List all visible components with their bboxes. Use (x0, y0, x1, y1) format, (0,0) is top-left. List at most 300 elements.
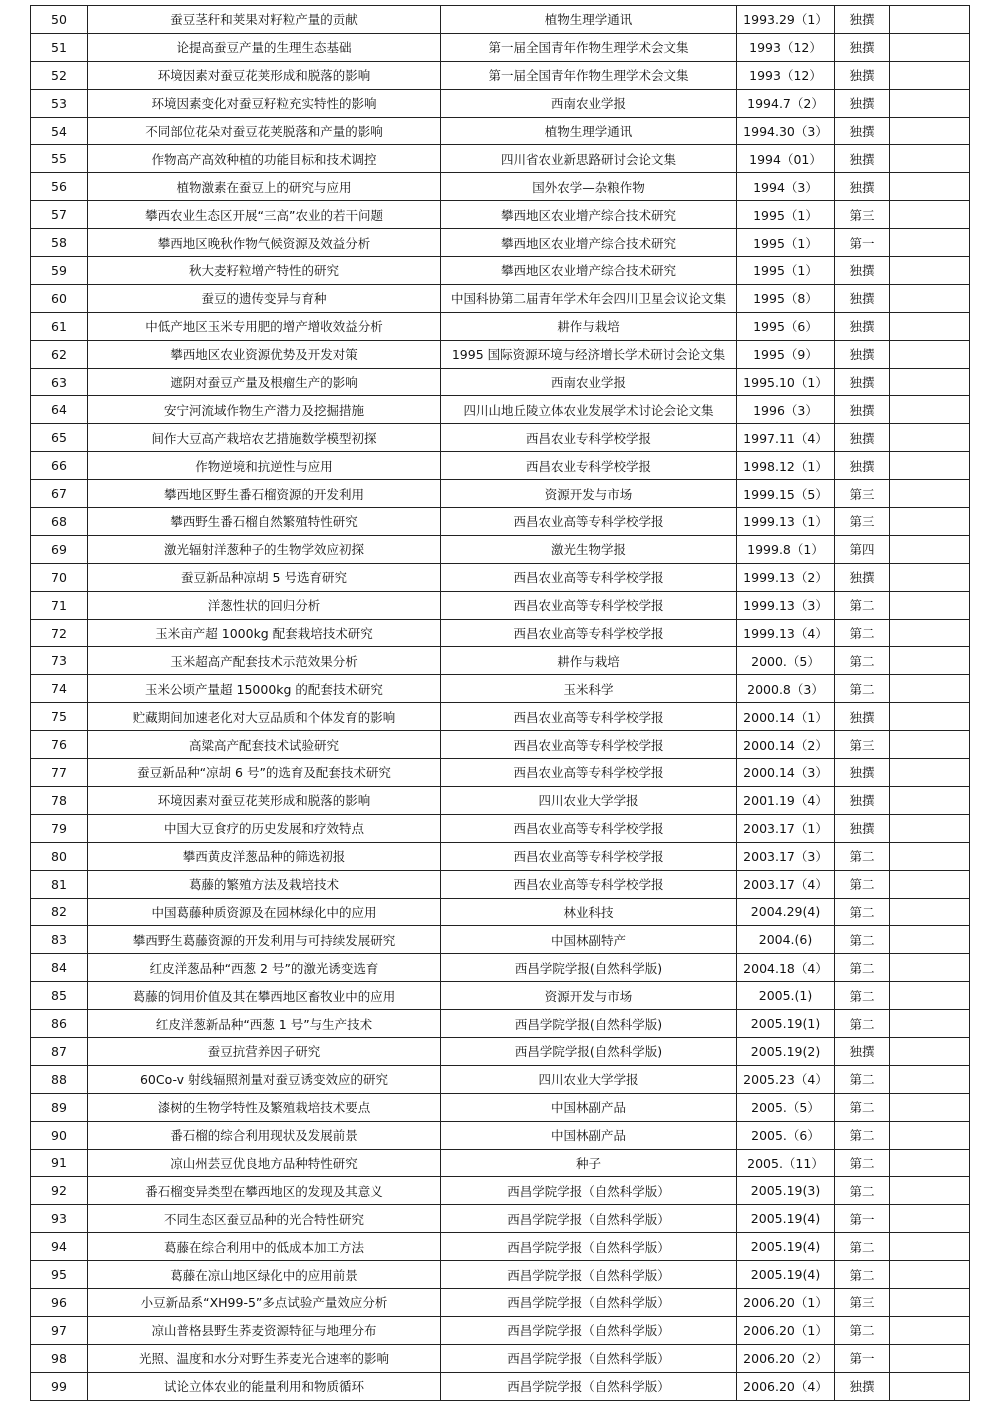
journal-name: 第一届全国青年作物生理学术会文集 (441, 33, 737, 61)
row-number: 70 (31, 563, 88, 591)
remarks-cell (890, 229, 970, 257)
remarks-cell (890, 1233, 970, 1261)
paper-title: 蚕豆新品种“凉胡 6 号”的选育及配套技术研究 (88, 759, 441, 787)
table-row (31, 1149, 970, 1177)
table-row (31, 201, 970, 229)
row-number: 93 (31, 1205, 88, 1233)
paper-title: 洋葱性状的回归分析 (88, 591, 441, 619)
remarks-cell (890, 61, 970, 89)
remarks-cell (890, 340, 970, 368)
remarks-cell (890, 1288, 970, 1316)
table-row (31, 117, 970, 145)
remarks-cell (890, 1344, 970, 1372)
row-number: 94 (31, 1233, 88, 1261)
table-row (31, 312, 970, 340)
journal-name: 国外农学—杂粮作物 (441, 173, 737, 201)
volume-issue: 1995.10（1） (737, 368, 835, 396)
journal-name: 激光生物学报 (441, 535, 737, 563)
remarks-cell (890, 1121, 970, 1149)
row-number: 87 (31, 1037, 88, 1065)
paper-title: 凉山州芸豆优良地方品种特性研究 (88, 1149, 441, 1177)
row-number: 68 (31, 508, 88, 536)
table-row (31, 1233, 970, 1261)
paper-title: 中国大豆食疗的历史发展和疗效特点 (88, 814, 441, 842)
remarks-cell (890, 6, 970, 34)
author-role: 第二 (835, 1233, 890, 1261)
table-row (31, 396, 970, 424)
row-number: 97 (31, 1316, 88, 1344)
row-number: 51 (31, 33, 88, 61)
journal-name: 西昌农业高等专科学校学报 (441, 842, 737, 870)
row-number: 99 (31, 1372, 88, 1400)
journal-name: 玉米科学 (441, 675, 737, 703)
volume-issue: 2005.19(3) (737, 1177, 835, 1205)
paper-title: 攀西黄皮洋葱品种的筛选初报 (88, 842, 441, 870)
table-row (31, 1037, 970, 1065)
table-row (31, 6, 970, 34)
paper-title: 安宁河流域作物生产潜力及挖掘措施 (88, 396, 441, 424)
author-role: 独撰 (835, 312, 890, 340)
table-row (31, 1288, 970, 1316)
author-role: 独撰 (835, 759, 890, 787)
row-number: 65 (31, 424, 88, 452)
paper-title: 红皮洋葱品种“西葱 2 号”的激光诱变选育 (88, 954, 441, 982)
paper-title: 环境因素对蚕豆花荚形成和脱落的影响 (88, 61, 441, 89)
journal-name: 四川农业大学学报 (441, 786, 737, 814)
volume-issue: 1995（1） (737, 229, 835, 257)
author-role: 第二 (835, 1121, 890, 1149)
volume-issue: 1993.29（1） (737, 6, 835, 34)
volume-issue: 1994.30（3） (737, 117, 835, 145)
paper-title: 试论立体农业的能量利用和物质循环 (88, 1372, 441, 1400)
row-number: 82 (31, 898, 88, 926)
paper-title: 番石榴变异类型在攀西地区的发现及其意义 (88, 1177, 441, 1205)
volume-issue: 2003.17（4） (737, 870, 835, 898)
paper-title: 攀西农业生态区开展“三高”农业的若干问题 (88, 201, 441, 229)
author-role: 独撰 (835, 563, 890, 591)
paper-title: 攀西地区农业资源优势及开发对策 (88, 340, 441, 368)
remarks-cell (890, 452, 970, 480)
journal-name: 西南农业学报 (441, 368, 737, 396)
author-role: 第二 (835, 1316, 890, 1344)
row-number: 72 (31, 619, 88, 647)
volume-issue: 1995（9） (737, 340, 835, 368)
row-number: 81 (31, 870, 88, 898)
author-role: 独撰 (835, 257, 890, 285)
paper-title: 贮藏期间加速老化对大豆品质和个体发育的影响 (88, 703, 441, 731)
journal-name: 西昌农业高等专科学校学报 (441, 814, 737, 842)
journal-name: 西昌学院学报（自然科学版） (441, 1372, 737, 1400)
row-number: 61 (31, 312, 88, 340)
remarks-cell (890, 1093, 970, 1121)
journal-name: 西昌学院学报（自然科学版） (441, 1205, 737, 1233)
row-number: 88 (31, 1065, 88, 1093)
row-number: 75 (31, 703, 88, 731)
author-role: 第三 (835, 480, 890, 508)
remarks-cell (890, 396, 970, 424)
paper-title: 植物激素在蚕豆上的研究与应用 (88, 173, 441, 201)
table-row (31, 1261, 970, 1289)
row-number: 57 (31, 201, 88, 229)
paper-title: 漆树的生物学特性及繁殖栽培技术要点 (88, 1093, 441, 1121)
journal-name: 四川山地丘陵立体农业发展学术讨论会论文集 (441, 396, 737, 424)
remarks-cell (890, 675, 970, 703)
table-row (31, 61, 970, 89)
paper-title: 中国葛藤种质资源及在园林绿化中的应用 (88, 898, 441, 926)
author-role: 第二 (835, 1261, 890, 1289)
publication-table (30, 5, 970, 1401)
paper-title: 攀西地区野生番石榴资源的开发利用 (88, 480, 441, 508)
journal-name: 西昌学院学报（自然科学版） (441, 1233, 737, 1261)
volume-issue: 2005.19(2) (737, 1037, 835, 1065)
paper-title: 60Co-v 射线辐照剂量对蚕豆诱变效应的研究 (88, 1065, 441, 1093)
volume-issue: 1995（1） (737, 257, 835, 285)
paper-title: 不同生态区蚕豆品种的光合特性研究 (88, 1205, 441, 1233)
table-row (31, 759, 970, 787)
author-role: 第二 (835, 1010, 890, 1038)
table-row (31, 1344, 970, 1372)
journal-name: 西昌农业高等专科学校学报 (441, 870, 737, 898)
paper-title: 葛藤的饲用价值及其在攀西地区畜牧业中的应用 (88, 982, 441, 1010)
journal-name: 耕作与栽培 (441, 647, 737, 675)
volume-issue: 1997.11（4） (737, 424, 835, 452)
volume-issue: 2000.14（1） (737, 703, 835, 731)
paper-title: 攀西野生葛藤资源的开发利用与可持续发展研究 (88, 926, 441, 954)
author-role: 独撰 (835, 284, 890, 312)
paper-title: 红皮洋葱新品种“西葱 1 号”与生产技术 (88, 1010, 441, 1038)
row-number: 71 (31, 591, 88, 619)
table-row (31, 675, 970, 703)
volume-issue: 2006.20（2） (737, 1344, 835, 1372)
journal-name: 第一届全国青年作物生理学术会文集 (441, 61, 737, 89)
journal-name: 西昌学院学报（自然科学版） (441, 1261, 737, 1289)
paper-title: 论提高蚕豆产量的生理生态基础 (88, 33, 441, 61)
author-role: 第二 (835, 647, 890, 675)
row-number: 80 (31, 842, 88, 870)
row-number: 79 (31, 814, 88, 842)
remarks-cell (890, 1372, 970, 1400)
paper-title: 秋大麦籽粒增产特性的研究 (88, 257, 441, 285)
table-row (31, 1010, 970, 1038)
volume-issue: 1994（3） (737, 173, 835, 201)
paper-title: 葛藤的繁殖方法及栽培技术 (88, 870, 441, 898)
table-row (31, 954, 970, 982)
journal-name: 西昌农业专科学校学报 (441, 452, 737, 480)
paper-title: 间作大豆高产栽培农艺措施数学模型初探 (88, 424, 441, 452)
author-role: 独撰 (835, 89, 890, 117)
paper-title: 葛藤在综合利用中的低成本加工方法 (88, 1233, 441, 1261)
volume-issue: 1999.13（3） (737, 591, 835, 619)
row-number: 98 (31, 1344, 88, 1372)
volume-issue: 2005.（6） (737, 1121, 835, 1149)
paper-title: 作物高产高效种植的功能目标和技术调控 (88, 145, 441, 173)
row-number: 58 (31, 229, 88, 257)
journal-name: 中国林副特产 (441, 926, 737, 954)
table-row (31, 647, 970, 675)
volume-issue: 1994（01） (737, 145, 835, 173)
author-role: 第一 (835, 1344, 890, 1372)
volume-issue: 2006.20（4） (737, 1372, 835, 1400)
row-number: 55 (31, 145, 88, 173)
remarks-cell (890, 870, 970, 898)
paper-title: 环境因素变化对蚕豆籽粒充实特性的影响 (88, 89, 441, 117)
journal-name: 植物生理学通讯 (441, 117, 737, 145)
row-number: 56 (31, 173, 88, 201)
row-number: 74 (31, 675, 88, 703)
author-role: 独撰 (835, 145, 890, 173)
author-role: 第二 (835, 954, 890, 982)
remarks-cell (890, 703, 970, 731)
row-number: 86 (31, 1010, 88, 1038)
journal-name: 攀西地区农业增产综合技术研究 (441, 257, 737, 285)
author-role: 第三 (835, 1288, 890, 1316)
remarks-cell (890, 563, 970, 591)
journal-name: 西昌学院学报（自然科学版） (441, 1288, 737, 1316)
remarks-cell (890, 1010, 970, 1038)
remarks-cell (890, 1316, 970, 1344)
journal-name: 四川农业大学学报 (441, 1065, 737, 1093)
journal-name: 中国林副产品 (441, 1121, 737, 1149)
remarks-cell (890, 786, 970, 814)
volume-issue: 1994.7（2） (737, 89, 835, 117)
paper-title: 光照、温度和水分对野生荞麦光合速率的影响 (88, 1344, 441, 1372)
volume-issue: 1998.12（1） (737, 452, 835, 480)
volume-issue: 1999.13（4） (737, 619, 835, 647)
table-row (31, 424, 970, 452)
paper-title: 玉米超高产配套技术示范效果分析 (88, 647, 441, 675)
journal-name: 西南农业学报 (441, 89, 737, 117)
remarks-cell (890, 145, 970, 173)
table-row (31, 1205, 970, 1233)
remarks-cell (890, 759, 970, 787)
table-row (31, 898, 970, 926)
author-role: 第二 (835, 619, 890, 647)
author-role: 独撰 (835, 1037, 890, 1065)
paper-title: 攀西地区晚秋作物气候资源及效益分析 (88, 229, 441, 257)
journal-name: 中国科协第二届青年学术年会四川卫星会议论文集 (441, 284, 737, 312)
remarks-cell (890, 173, 970, 201)
row-number: 52 (31, 61, 88, 89)
author-role: 独撰 (835, 703, 890, 731)
author-role: 第二 (835, 842, 890, 870)
paper-title: 不同部位花朵对蚕豆花荚脱落和产量的影响 (88, 117, 441, 145)
table-row (31, 926, 970, 954)
table-row (31, 480, 970, 508)
table-row (31, 1316, 970, 1344)
paper-title: 环境因素对蚕豆花荚形成和脱落的影响 (88, 786, 441, 814)
journal-name: 西昌学院学报（自然科学版） (441, 1316, 737, 1344)
table-row (31, 870, 970, 898)
table-row (31, 257, 970, 285)
volume-issue: 2005.19(4) (737, 1233, 835, 1261)
author-role: 独撰 (835, 6, 890, 34)
author-role: 独撰 (835, 452, 890, 480)
remarks-cell (890, 814, 970, 842)
author-role: 独撰 (835, 396, 890, 424)
author-role: 第二 (835, 982, 890, 1010)
author-role: 独撰 (835, 33, 890, 61)
volume-issue: 2001.19（4） (737, 786, 835, 814)
volume-issue: 1999.15（5） (737, 480, 835, 508)
row-number: 92 (31, 1177, 88, 1205)
table-row (31, 33, 970, 61)
author-role: 第三 (835, 731, 890, 759)
volume-issue: 2005.（11） (737, 1149, 835, 1177)
volume-issue: 2005.19(4) (737, 1205, 835, 1233)
table-row (31, 368, 970, 396)
remarks-cell (890, 1065, 970, 1093)
remarks-cell (890, 647, 970, 675)
volume-issue: 2003.17（1） (737, 814, 835, 842)
journal-name: 四川省农业新思路研讨会论文集 (441, 145, 737, 173)
row-number: 69 (31, 535, 88, 563)
author-role: 第二 (835, 926, 890, 954)
author-role: 第四 (835, 535, 890, 563)
author-role: 第二 (835, 898, 890, 926)
paper-title: 小豆新品系“XH99-5”多点试验产量效应分析 (88, 1288, 441, 1316)
paper-title: 作物逆境和抗逆性与应用 (88, 452, 441, 480)
remarks-cell (890, 368, 970, 396)
paper-title: 玉米亩产超 1000kg 配套栽培技术研究 (88, 619, 441, 647)
row-number: 76 (31, 731, 88, 759)
author-role: 独撰 (835, 368, 890, 396)
volume-issue: 2005.23（4） (737, 1065, 835, 1093)
table-row (31, 284, 970, 312)
table-row (31, 786, 970, 814)
author-role: 第二 (835, 1065, 890, 1093)
remarks-cell (890, 535, 970, 563)
author-role: 独撰 (835, 786, 890, 814)
paper-title: 蚕豆新品种凉胡 5 号选育研究 (88, 563, 441, 591)
row-number: 95 (31, 1261, 88, 1289)
row-number: 77 (31, 759, 88, 787)
volume-issue: 1995（8） (737, 284, 835, 312)
author-role: 第二 (835, 1149, 890, 1177)
publication-rows (31, 6, 970, 1401)
journal-name: 种子 (441, 1149, 737, 1177)
author-role: 第一 (835, 1205, 890, 1233)
remarks-cell (890, 1149, 970, 1177)
remarks-cell (890, 201, 970, 229)
volume-issue: 2004.29(4) (737, 898, 835, 926)
volume-issue: 2000.8（3） (737, 675, 835, 703)
author-role: 第三 (835, 201, 890, 229)
table-row (31, 842, 970, 870)
table-row (31, 982, 970, 1010)
table-row (31, 619, 970, 647)
paper-title: 攀西野生番石榴自然繁殖特性研究 (88, 508, 441, 536)
volume-issue: 2003.17（3） (737, 842, 835, 870)
remarks-cell (890, 982, 970, 1010)
journal-name: 西昌农业高等专科学校学报 (441, 508, 737, 536)
author-role: 第一 (835, 229, 890, 257)
journal-name: 中国林副产品 (441, 1093, 737, 1121)
journal-name: 攀西地区农业增产综合技术研究 (441, 201, 737, 229)
journal-name: 耕作与栽培 (441, 312, 737, 340)
table-row (31, 508, 970, 536)
paper-title: 遮阴对蚕豆产量及根瘤生产的影响 (88, 368, 441, 396)
volume-issue: 2006.20（1） (737, 1288, 835, 1316)
remarks-cell (890, 1205, 970, 1233)
journal-name: 西昌农业专科学校学报 (441, 424, 737, 452)
remarks-cell (890, 1261, 970, 1289)
remarks-cell (890, 591, 970, 619)
paper-title: 蚕豆抗营养因子研究 (88, 1037, 441, 1065)
table-row (31, 1121, 970, 1149)
table-row (31, 814, 970, 842)
volume-issue: 2005.（5） (737, 1093, 835, 1121)
paper-title: 高粱高产配套技术试验研究 (88, 731, 441, 759)
journal-name: 西昌学院学报（自然科学版） (441, 1177, 737, 1205)
journal-name: 攀西地区农业增产综合技术研究 (441, 229, 737, 257)
author-role: 第三 (835, 508, 890, 536)
row-number: 53 (31, 89, 88, 117)
remarks-cell (890, 284, 970, 312)
journal-name: 植物生理学通讯 (441, 6, 737, 34)
row-number: 84 (31, 954, 88, 982)
paper-title: 葛藤在凉山地区绿化中的应用前景 (88, 1261, 441, 1289)
table-row (31, 1093, 970, 1121)
table-row (31, 173, 970, 201)
row-number: 85 (31, 982, 88, 1010)
volume-issue: 1999.8（1） (737, 535, 835, 563)
journal-name: 西昌农业高等专科学校学报 (441, 591, 737, 619)
volume-issue: 1993（12） (737, 61, 835, 89)
row-number: 89 (31, 1093, 88, 1121)
journal-name: 1995 国际资源环境与经济增长学术研讨会论文集 (441, 340, 737, 368)
table-row (31, 1177, 970, 1205)
paper-title: 番石榴的综合利用现状及发展前景 (88, 1121, 441, 1149)
journal-name: 资源开发与市场 (441, 480, 737, 508)
author-role: 第二 (835, 1177, 890, 1205)
remarks-cell (890, 312, 970, 340)
table-row (31, 340, 970, 368)
volume-issue: 2000.14（3） (737, 759, 835, 787)
author-role: 第二 (835, 591, 890, 619)
remarks-cell (890, 954, 970, 982)
journal-name: 西昌农业高等专科学校学报 (441, 731, 737, 759)
table-row (31, 563, 970, 591)
row-number: 54 (31, 117, 88, 145)
journal-name: 西昌农业高等专科学校学报 (441, 619, 737, 647)
remarks-cell (890, 619, 970, 647)
paper-title: 蚕豆茎秆和荚果对籽粒产量的贡献 (88, 6, 441, 34)
author-role: 独撰 (835, 1372, 890, 1400)
remarks-cell (890, 842, 970, 870)
row-number: 63 (31, 368, 88, 396)
volume-issue: 2004.18（4） (737, 954, 835, 982)
paper-title: 激光辐射洋葱种子的生物学效应初探 (88, 535, 441, 563)
volume-issue: 1993（12） (737, 33, 835, 61)
volume-issue: 2000.（5） (737, 647, 835, 675)
author-role: 独撰 (835, 117, 890, 145)
author-role: 独撰 (835, 173, 890, 201)
journal-name: 西昌农业高等专科学校学报 (441, 759, 737, 787)
paper-title: 中低产地区玉米专用肥的增产增收效益分析 (88, 312, 441, 340)
paper-title: 凉山普格县野生荞麦资源特征与地理分布 (88, 1316, 441, 1344)
remarks-cell (890, 480, 970, 508)
table-row (31, 1065, 970, 1093)
volume-issue: 1995（1） (737, 201, 835, 229)
table-row (31, 89, 970, 117)
table-row (31, 1372, 970, 1400)
table-row (31, 145, 970, 173)
remarks-cell (890, 117, 970, 145)
remarks-cell (890, 257, 970, 285)
volume-issue: 2005.19(4) (737, 1261, 835, 1289)
table-row (31, 535, 970, 563)
row-number: 59 (31, 257, 88, 285)
